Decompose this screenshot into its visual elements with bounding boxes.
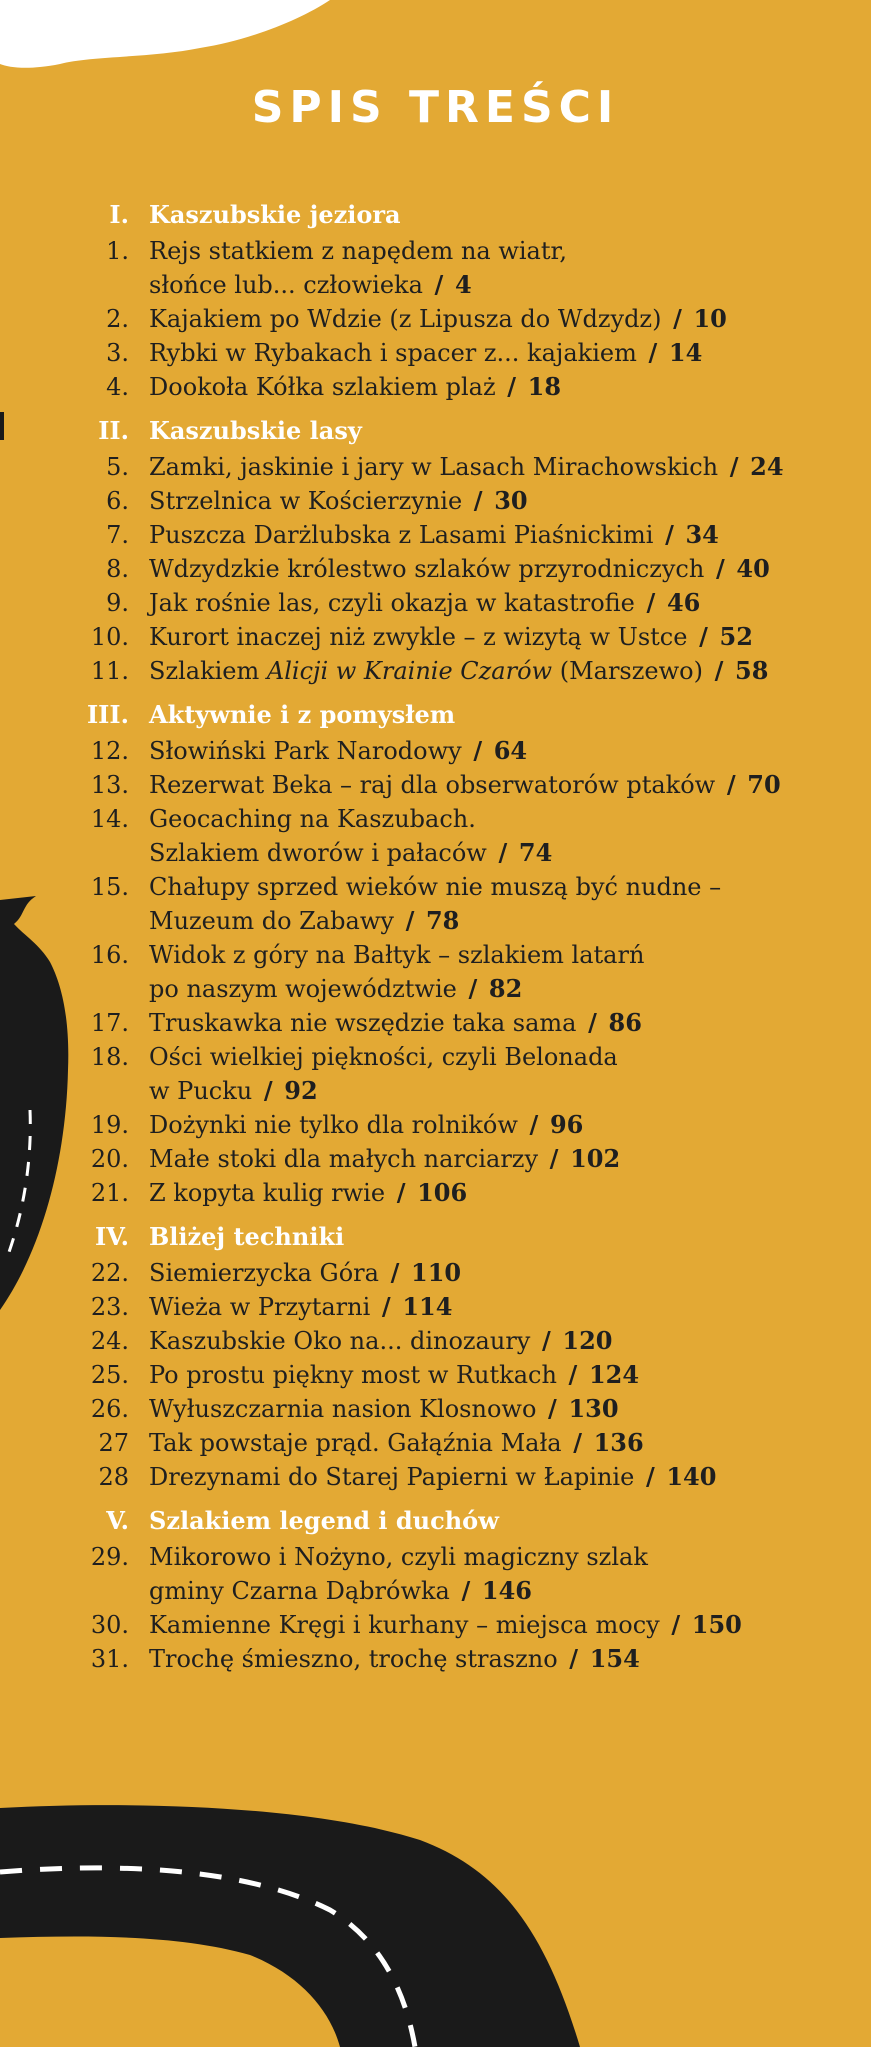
- page-number: 40: [736, 554, 770, 583]
- page-separator: /: [726, 770, 736, 799]
- page-number: 10: [693, 304, 727, 333]
- entry-number: 19.: [90, 1111, 129, 1139]
- entry-text-line: Kajakiem po Wdzie (z Lipusza do Wdzydz) / 10: [149, 304, 727, 333]
- page-separator: /: [507, 372, 516, 401]
- toc-entry: [0, 1642, 871, 1676]
- page-number: 130: [568, 1394, 619, 1423]
- page-separator: /: [381, 1292, 391, 1321]
- toc-entry: [0, 1006, 871, 1040]
- section-heading: [0, 1504, 871, 1538]
- entry-text-line: Rybki w Rybakach i spacer z... kajakiem / 14: [149, 338, 703, 367]
- page-separator: /: [573, 1428, 582, 1457]
- section-number: III.: [86, 700, 129, 729]
- toc-entry: [0, 518, 871, 552]
- entry-text-line: po naszym województwie / 82: [149, 974, 523, 1003]
- toc-entry: [0, 1540, 871, 1608]
- section-number: IV.: [94, 1222, 129, 1251]
- entry-text-line: Małe stoki dla małych narciarzy / 102: [149, 1144, 621, 1173]
- page-separator: /: [434, 270, 444, 299]
- page-number: 64: [493, 736, 528, 765]
- page-number: 70: [747, 770, 781, 799]
- toc-entry: [0, 552, 871, 586]
- page-separator: /: [263, 1076, 273, 1105]
- page-number: 140: [666, 1462, 717, 1491]
- toc-entry: [0, 1324, 871, 1358]
- entry-text-line: Mikorowo i Nożyno, czyli magiczny szlak: [149, 1543, 648, 1571]
- entry-text-line: Szlakiem Alicji w Krainie Czarów (Marszewo) / 58: [149, 656, 769, 685]
- toc-entry: [0, 302, 871, 336]
- page-separator: /: [473, 486, 483, 515]
- entry-text-line: Puszcza Darżlubska z Lasami Piaśnickimi / 34: [149, 520, 719, 549]
- page-separator: /: [529, 1110, 539, 1139]
- entry-number: 4.: [106, 373, 129, 401]
- entry-text-line: Wieża w Przytarni / 114: [149, 1292, 453, 1321]
- entry-number: 27: [98, 1429, 129, 1457]
- page-number: 136: [593, 1428, 644, 1457]
- entry-text-line: Ości wielkiej piękności, czyli Belonada: [149, 1043, 618, 1071]
- table-of-contents: [0, 198, 871, 1676]
- page-separator: /: [568, 1360, 578, 1389]
- page-separator: /: [468, 974, 478, 1003]
- toc-entry: [0, 1608, 871, 1642]
- entry-number: 14.: [90, 805, 129, 833]
- toc-entry: [0, 870, 871, 938]
- entry-number: 18.: [90, 1043, 129, 1071]
- page-separator: /: [673, 304, 682, 333]
- entry-text-line: Chałupy sprzed wieków nie muszą być nudne –: [149, 873, 722, 901]
- page-number: 124: [588, 1360, 640, 1389]
- toc-entry: [0, 1040, 871, 1108]
- section-heading: [0, 198, 871, 232]
- entry-text-line: słońce lub... człowieka / 4: [149, 270, 472, 299]
- entry-number: 17.: [90, 1009, 129, 1037]
- page-separator: /: [569, 1644, 579, 1673]
- entry-number: 13.: [90, 771, 129, 799]
- toc-entry: [0, 1392, 871, 1426]
- toc-entry: [0, 1358, 871, 1392]
- toc-entry: [0, 1290, 871, 1324]
- cloud-shape: [0, 0, 330, 68]
- entry-number: 12.: [90, 737, 129, 765]
- page-separator: /: [396, 1178, 406, 1207]
- entry-number: 21.: [90, 1179, 129, 1207]
- toc-entry: [0, 768, 871, 802]
- page-number: 34: [685, 520, 719, 549]
- toc-entry: [0, 336, 871, 370]
- page-number: 154: [589, 1644, 640, 1673]
- entry-text-line: Wdzydzkie królestwo szlaków przyrodniczych / 40: [149, 554, 770, 583]
- entry-text-line: Jak rośnie las, czyli okazja w katastrofie / 46: [149, 588, 701, 617]
- section-heading: [0, 1220, 871, 1254]
- page-separator: /: [646, 588, 656, 617]
- page-number: 110: [411, 1258, 462, 1287]
- entry-text-line: Kurort inaczej niż zwykle – z wizytą w Ustce / 52: [149, 622, 753, 651]
- page-number: 18: [527, 372, 562, 401]
- entry-text-line: Truskawka nie wszędzie taka sama / 86: [149, 1008, 642, 1037]
- section-title: Bliżej techniki: [149, 1222, 345, 1251]
- entry-italic: Alicji w Krainie Czarów: [266, 657, 553, 685]
- entry-text-line: Dożynki nie tylko dla rolników / 96: [149, 1110, 584, 1139]
- entry-number: 11.: [90, 657, 129, 685]
- entry-text-line: Dookoła Kółka szlakiem plaż / 18: [149, 372, 562, 401]
- entry-text-line: Widok z góry na Bałtyk – szlakiem latarń: [149, 941, 645, 969]
- entry-text-line: Zamki, jaskinie i jary w Lasach Mirachowskich / 24: [149, 452, 784, 481]
- toc-entry: [0, 1426, 871, 1460]
- page-number: 14: [668, 338, 703, 367]
- section-heading: [0, 698, 871, 732]
- section-title: Szlakiem legend i duchów: [149, 1506, 499, 1535]
- page-separator: /: [588, 1008, 597, 1037]
- toc-entry: [0, 586, 871, 620]
- entry-number: 10.: [90, 623, 129, 651]
- section-number: V.: [106, 1506, 129, 1535]
- toc-entry: [0, 734, 871, 768]
- entry-text-line: gminy Czarna Dąbrówka / 146: [149, 1576, 533, 1605]
- section-title: Kaszubskie jeziora: [149, 200, 401, 229]
- section-number: I.: [109, 200, 129, 229]
- entry-text-line: Rejs statkiem z napędem na wiatr,: [149, 237, 567, 265]
- entry-number: 2.: [106, 305, 129, 333]
- page-title: SPIS TREŚCI: [251, 82, 620, 133]
- entry-number: 26.: [90, 1395, 129, 1423]
- entry-text-line: Siemierzycka Góra / 110: [149, 1258, 462, 1287]
- page-separator: /: [461, 1576, 471, 1605]
- page-number: 114: [402, 1292, 453, 1321]
- entry-number: 8.: [106, 555, 129, 583]
- entry-text-line: Tak powstaje prąd. Gałąźnia Mała / 136: [149, 1428, 644, 1457]
- entry-text-line: Rezerwat Beka – raj dla obserwatorów ptaków / 70: [149, 770, 781, 799]
- page-number: 86: [608, 1008, 642, 1037]
- page-separator: /: [699, 622, 708, 651]
- page-separator: /: [405, 906, 415, 935]
- entry-text-line: Kamienne Kręgi i kurhany – miejsca mocy / 150: [149, 1610, 742, 1639]
- toc-entry: [0, 802, 871, 870]
- entry-text-line: Z kopyta kulig rwie / 106: [149, 1178, 468, 1207]
- page-number: 146: [481, 1576, 533, 1605]
- page-number: 102: [570, 1144, 621, 1173]
- page-number: 120: [562, 1326, 613, 1355]
- road-bottom: [0, 1805, 580, 2047]
- toc-entry: [0, 234, 871, 302]
- entry-number: 24.: [90, 1327, 129, 1355]
- page-number: 46: [666, 588, 701, 617]
- entry-number: 6.: [106, 487, 129, 515]
- page-separator: /: [714, 656, 724, 685]
- entry-number: 22.: [90, 1259, 129, 1287]
- page-number: 78: [425, 906, 460, 935]
- page-separator: /: [542, 1326, 551, 1355]
- entry-text-line: Strzelnica w Kościerzynie / 30: [149, 486, 528, 515]
- toc-entry: [0, 1142, 871, 1176]
- section-title: Aktywnie i z pomysłem: [149, 700, 456, 729]
- entry-text-line: Trochę śmieszno, trochę straszno / 154: [149, 1644, 640, 1673]
- entry-number: 23.: [90, 1293, 129, 1321]
- section-title: Kaszubskie lasy: [149, 416, 362, 445]
- entry-text-line: Szlakiem dworów i pałaców / 74: [149, 838, 553, 867]
- page-number: 82: [488, 974, 523, 1003]
- entry-number: 1.: [106, 237, 129, 265]
- entry-number: 5.: [106, 453, 129, 481]
- toc-entry: [0, 1176, 871, 1210]
- entry-text-line: Słowiński Park Narodowy / 64: [149, 736, 528, 765]
- page-number: 52: [719, 622, 753, 651]
- entry-text-line: Po prostu piękny most w Rutkach / 124: [149, 1360, 640, 1389]
- entry-text-line: Wyłuszczarnia nasion Klosnowo / 130: [149, 1394, 619, 1423]
- entry-number: 20.: [90, 1145, 129, 1173]
- entry-number: 28: [98, 1463, 129, 1491]
- entry-text-line: Drezynami do Starej Papierni w Łapinie / 140: [149, 1462, 717, 1491]
- entry-number: 7.: [106, 521, 129, 549]
- entry-text-line: Muzeum do Zabawy / 78: [149, 906, 460, 935]
- entry-number: 25.: [90, 1361, 129, 1389]
- page-number: 24: [750, 452, 784, 481]
- page-separator: /: [671, 1610, 681, 1639]
- page-separator: /: [473, 736, 483, 765]
- toc-entry: [0, 370, 871, 404]
- entry-number: 29.: [90, 1543, 129, 1571]
- toc-entry: [0, 1108, 871, 1142]
- toc-entry: [0, 938, 871, 1006]
- entry-number: 31.: [90, 1645, 129, 1673]
- page-separator: /: [648, 338, 658, 367]
- page-separator: /: [665, 520, 674, 549]
- page-number: 150: [691, 1610, 742, 1639]
- entry-number: 9.: [106, 589, 129, 617]
- page-number: 106: [417, 1178, 468, 1207]
- page-separator: /: [548, 1394, 557, 1423]
- page-separator: /: [498, 838, 508, 867]
- toc-entry: [0, 1256, 871, 1290]
- page-separator: /: [549, 1144, 559, 1173]
- entry-number: 15.: [90, 873, 129, 901]
- page-separator: /: [390, 1258, 400, 1287]
- page-number: 96: [549, 1110, 584, 1139]
- entry-text-line: Kaszubskie Oko na... dinozaury / 120: [149, 1326, 613, 1355]
- entry-number: 16.: [90, 941, 129, 969]
- page-number: 92: [284, 1076, 318, 1105]
- entry-text-line: Geocaching na Kaszubach.: [149, 805, 476, 833]
- page-number: 30: [494, 486, 528, 515]
- entry-number: 30.: [90, 1611, 129, 1639]
- page-number: 4: [454, 270, 472, 299]
- toc-entry: [0, 620, 871, 654]
- page-number: 58: [735, 656, 769, 685]
- toc-entry: [0, 450, 871, 484]
- toc-entry: [0, 1460, 871, 1494]
- page-number: 74: [518, 838, 553, 867]
- page-separator: /: [715, 554, 725, 583]
- toc-entry: [0, 484, 871, 518]
- section-heading: [0, 414, 871, 448]
- section-number: II.: [98, 416, 129, 445]
- page-separator: /: [645, 1462, 655, 1491]
- entry-number: 3.: [106, 339, 129, 367]
- page-separator: /: [729, 452, 739, 481]
- toc-entry: [0, 654, 871, 688]
- entry-text-line: w Pucku / 92: [149, 1076, 318, 1105]
